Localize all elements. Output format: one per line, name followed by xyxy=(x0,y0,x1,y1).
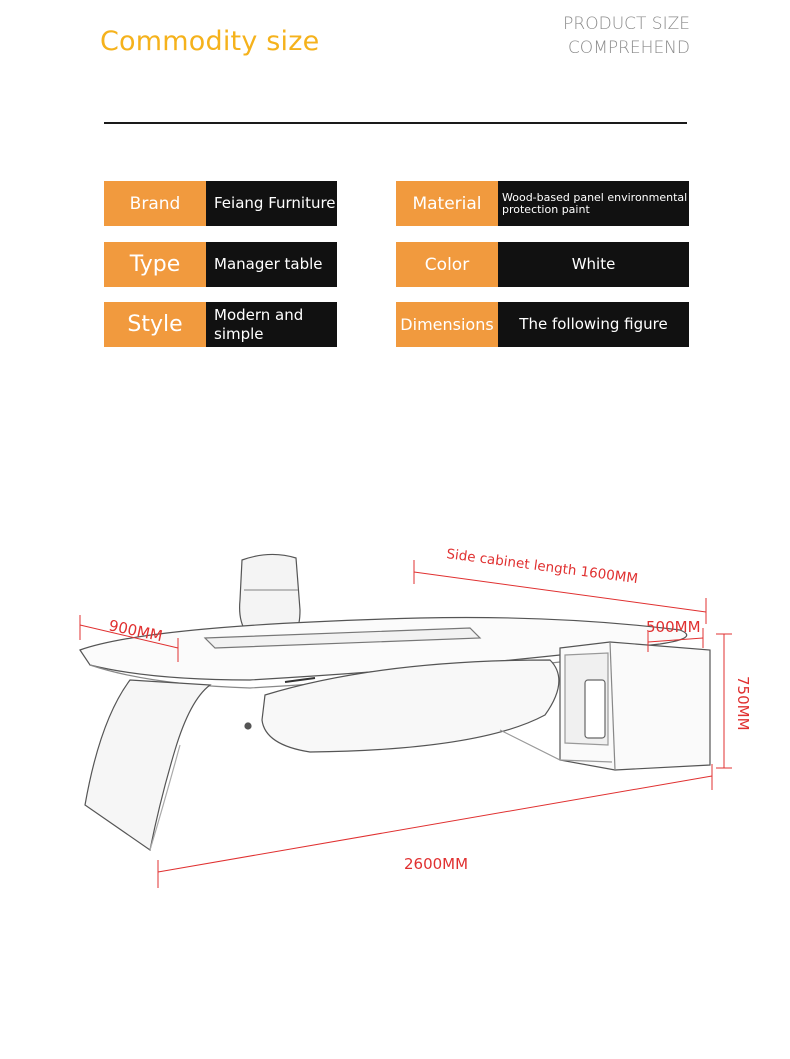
side-cabinet-length-label: Side cabinet length 1600MM xyxy=(445,546,639,588)
spec-type xyxy=(104,242,337,287)
spec-style xyxy=(104,302,337,347)
spec-key: Material xyxy=(396,181,498,226)
spec-key: Style xyxy=(104,302,206,347)
subtitle-line-2: COMPREHEND xyxy=(567,38,690,58)
desk-dimension-figure xyxy=(0,520,790,900)
divider xyxy=(104,122,687,124)
spec-key: Type xyxy=(104,242,206,287)
spec-value: Wood-based panel environmental protection paint xyxy=(498,181,689,226)
height-label: 750MM xyxy=(734,676,752,731)
spec-value: White xyxy=(498,242,689,287)
page-subtitle xyxy=(563,12,690,60)
spec-dimensions xyxy=(396,302,689,347)
spec-key: Dimensions xyxy=(396,302,498,347)
length-label: 2600MM xyxy=(404,855,469,873)
spec-brand xyxy=(104,181,337,226)
spec-material xyxy=(396,181,689,226)
spec-value: Modern and simple xyxy=(206,302,337,347)
spec-value: Feiang Furniture xyxy=(206,181,337,226)
spec-value: Manager table xyxy=(206,242,337,287)
spec-key: Color xyxy=(396,242,498,287)
spec-value: The following figure xyxy=(498,302,689,347)
depth-label: 900MM xyxy=(107,616,165,646)
cabinet-depth-label: 500MM xyxy=(646,618,701,636)
desk-drawing xyxy=(80,554,710,850)
spec-color xyxy=(396,242,689,287)
spec-key: Brand xyxy=(104,181,206,226)
subtitle-line-1: PRODUCT SIZE xyxy=(563,14,690,34)
page-title: Commodity size xyxy=(100,26,320,57)
